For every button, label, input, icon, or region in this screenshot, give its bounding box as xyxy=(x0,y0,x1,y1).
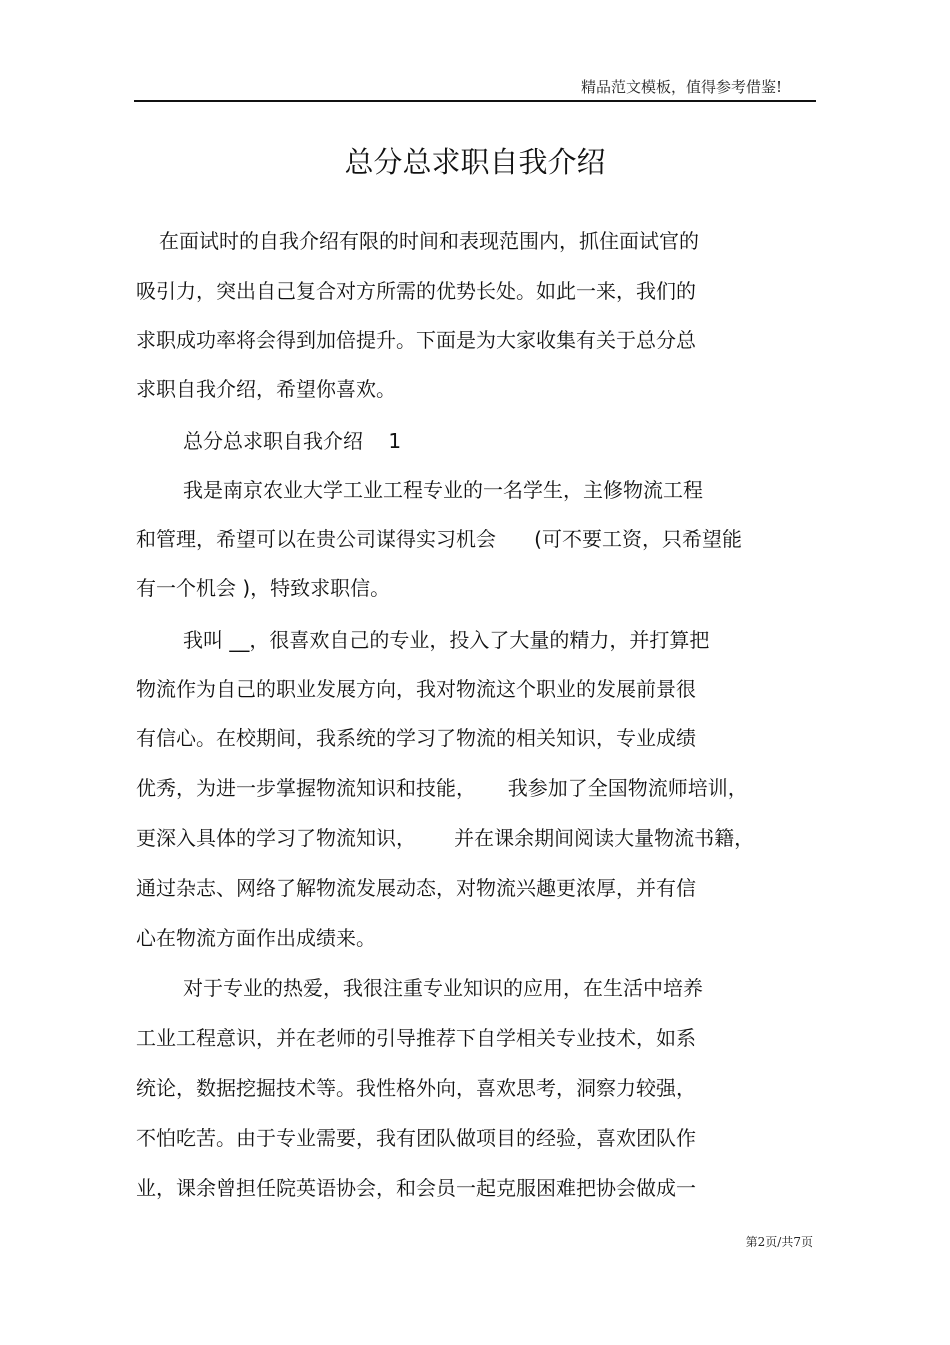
body-line: 在面试时的自我介绍有限的时间和表现范围内，抓住面试官的 xyxy=(159,229,699,253)
body-line: 统论，数据挖掘技术等。我性格外向，喜欢思考，洞察力较强， xyxy=(136,1076,696,1100)
body-line: 通过杂志、网络了解物流发展动态，对物流兴趣更浓厚，并有信 xyxy=(136,876,696,900)
body-line: 更深入具体的学习了物流知识， 并在课余期间阅读大量物流书籍， xyxy=(136,826,755,850)
header-divider xyxy=(134,100,816,102)
body-line: 业，课余曾担任院英语协会，和会员一起克服困难把协会做成一 xyxy=(136,1176,696,1200)
body-line: 求职成功率将会得到加倍提升。下面是为大家收集有关于总分总 xyxy=(136,328,696,352)
body-line: 吸引力，突出自己复合对方所需的优势长处。如此一来，我们的 xyxy=(136,279,696,303)
body-line: 有一个机会 )，特致求职信。 xyxy=(136,576,391,600)
body-line: 求职自我介绍，希望你喜欢。 xyxy=(136,377,396,401)
body-line: 物流作为自己的职业发展方向，我对物流这个职业的发展前景很 xyxy=(136,677,696,701)
body-line: 不怕吃苦。由于专业需要，我有团队做项目的经验，喜欢团队作 xyxy=(136,1126,696,1150)
body-line: 有信心。在校期间，我系统的学习了物流的相关知识，专业成绩 xyxy=(136,726,696,750)
header-slogan: 精品范文模板，值得参考借鉴! xyxy=(580,78,782,96)
body-line: 心在物流方面作出成绩来。 xyxy=(136,926,376,950)
body-line: 我是南京农业大学工业工程专业的一名学生，主修物流工程 xyxy=(183,478,703,502)
document-title: 总分总求职自我介绍 xyxy=(344,145,606,179)
body-line: 优秀，为进一步掌握物流知识和技能， 我参加了全国物流师培训， xyxy=(136,776,748,800)
section-heading: 总分总求职自我介绍 1 xyxy=(183,429,402,453)
body-line: 我叫 __，很喜欢自己的专业，投入了大量的精力，并打算把 xyxy=(183,628,710,652)
body-line: 对于专业的热爱，我很注重专业知识的应用，在生活中培养 xyxy=(183,976,703,1000)
body-line: 和管理，希望可以在贵公司谋得实习机会 (可不要工资，只希望能 xyxy=(136,527,742,551)
page-indicator: 第2页/共7页 xyxy=(745,1235,813,1249)
body-line: 工业工程意识，并在老师的引导推荐下自学相关专业技术，如系 xyxy=(136,1026,696,1050)
